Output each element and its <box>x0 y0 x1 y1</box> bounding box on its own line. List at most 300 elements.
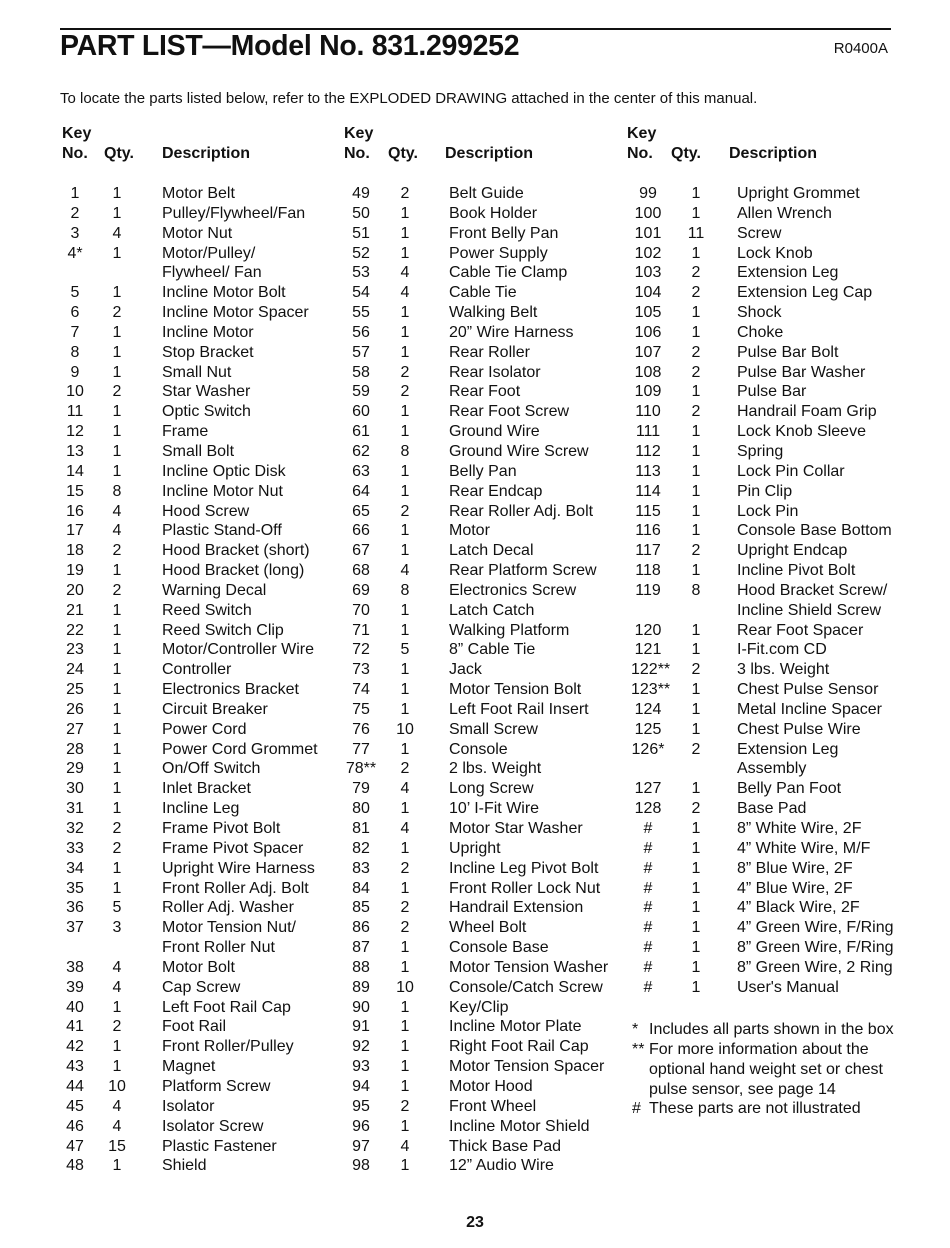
parts-rows <box>627 184 927 998</box>
footnote <box>632 1020 922 1040</box>
part-qty: 1 <box>112 204 122 222</box>
part-qty: 1 <box>112 720 122 738</box>
part-key: 43 <box>66 1058 84 1076</box>
part-row <box>342 422 642 442</box>
part-description: Cable Tie <box>449 284 517 302</box>
footnote <box>632 1099 922 1119</box>
document-code: R0400A <box>833 40 888 57</box>
part-description: User's Manual <box>737 978 839 996</box>
part-qty: 1 <box>400 1157 410 1175</box>
part-description: Reed Switch Clip <box>162 621 284 639</box>
part-description: Front Roller Adj. Bolt <box>162 879 309 897</box>
part-row <box>627 382 927 402</box>
part-row <box>342 660 642 680</box>
part-description: Long Screw <box>449 780 534 798</box>
part-description: Motor <box>449 522 490 540</box>
part-description: Rear Foot Screw <box>449 403 570 421</box>
part-key: 96 <box>352 1117 370 1135</box>
part-description: Belly Pan Foot <box>737 780 842 798</box>
part-key: 58 <box>352 363 370 381</box>
part-key: 48 <box>66 1157 84 1175</box>
part-qty: 1 <box>400 800 410 818</box>
part-key: 125 <box>634 720 662 738</box>
part-key: 16 <box>66 502 84 520</box>
part-row <box>627 621 927 641</box>
part-qty: 1 <box>112 859 122 877</box>
part-description: Motor Belt <box>162 185 235 202</box>
part-description: Allen Wrench <box>737 204 832 222</box>
part-key: 27 <box>66 720 84 738</box>
part-description: 20” Wire Harness <box>449 323 574 341</box>
part-key: 87 <box>352 939 370 957</box>
part-key: 54 <box>352 284 370 302</box>
part-description: Rear Platform Screw <box>449 562 597 580</box>
part-description: Incline Leg Pivot Bolt <box>449 859 599 877</box>
part-qty: 2 <box>691 740 701 758</box>
part-qty: 1 <box>691 939 701 957</box>
part-key: 99 <box>639 185 657 202</box>
part-key: 89 <box>352 978 370 996</box>
part-key: 97 <box>352 1137 370 1155</box>
part-key: 67 <box>352 542 370 560</box>
part-key: 81 <box>352 820 370 837</box>
part-qty: 2 <box>691 542 701 560</box>
part-key: 79 <box>352 780 370 798</box>
part-description: Pin Clip <box>737 482 793 500</box>
part-description: Jack <box>449 661 482 679</box>
part-key: 69 <box>352 581 370 599</box>
part-row <box>627 958 927 978</box>
part-description: Extension Leg <box>737 264 839 282</box>
part-description: Incline Motor Bolt <box>162 284 286 302</box>
footnote-symbol: # <box>632 1100 641 1118</box>
part-description: Lock Knob Sleeve <box>737 423 866 441</box>
part-row <box>58 958 358 978</box>
part-row <box>58 224 358 244</box>
part-description: Wheel Bolt <box>449 919 527 937</box>
part-description: Thick Base Pad <box>449 1137 562 1155</box>
part-row <box>627 224 927 244</box>
part-key: 33 <box>66 839 84 857</box>
part-qty: 1 <box>400 939 410 957</box>
part-description: 4” White Wire, M/F <box>737 839 871 857</box>
header-description: Description <box>729 145 818 162</box>
part-row <box>342 859 642 879</box>
part-row <box>58 720 358 740</box>
footnote-text: Includes all parts shown in the box <box>649 1021 894 1038</box>
part-row <box>58 740 358 760</box>
part-qty: 2 <box>691 343 701 361</box>
part-key: 5 <box>70 284 80 302</box>
part-description: Lock Pin <box>737 502 799 520</box>
part-key: # <box>643 899 653 917</box>
part-description: Hood Bracket (short) <box>162 542 310 560</box>
part-description: Star Washer <box>162 383 251 401</box>
part-description: Rear Isolator <box>449 363 541 381</box>
part-row <box>58 779 358 799</box>
part-row <box>58 502 358 522</box>
part-key: 53 <box>352 264 370 282</box>
part-qty: 1 <box>691 204 701 222</box>
part-key: 34 <box>66 859 84 877</box>
part-description: Cap Screw <box>162 978 241 996</box>
footnote-text: For more information about the optional hand weight set or chest pulse sensor, see page 14 <box>649 1040 883 1098</box>
part-key: 36 <box>66 899 84 917</box>
part-row <box>342 343 642 363</box>
part-key: 66 <box>352 522 370 540</box>
part-key: 114 <box>635 482 661 500</box>
part-qty: 4 <box>112 958 122 976</box>
header-key: Key <box>344 125 374 142</box>
part-key: 119 <box>635 581 661 599</box>
part-key: 83 <box>352 859 370 877</box>
part-qty: 1 <box>400 681 410 699</box>
part-key: 98 <box>352 1157 370 1175</box>
part-key: 46 <box>66 1117 84 1135</box>
part-row <box>342 244 642 264</box>
part-description: Console Base <box>449 939 549 957</box>
part-row <box>58 1057 358 1077</box>
part-description: Optic Switch <box>162 403 251 421</box>
part-row <box>342 700 642 720</box>
part-key: 31 <box>66 800 84 818</box>
part-qty: 1 <box>691 562 701 580</box>
part-description: Left Foot Rail Cap <box>162 998 291 1016</box>
part-qty: 1 <box>112 423 122 441</box>
part-qty: 1 <box>400 879 410 897</box>
part-qty: 1 <box>400 998 410 1016</box>
part-qty: 1 <box>112 244 122 262</box>
part-description: Hood Screw <box>162 502 250 520</box>
part-key: 127 <box>634 780 662 798</box>
part-qty: 2 <box>112 383 122 401</box>
part-qty: 1 <box>400 1038 410 1056</box>
part-description: Magnet <box>162 1058 216 1076</box>
part-row <box>58 859 358 879</box>
part-row <box>58 660 358 680</box>
part-qty: 1 <box>400 1018 410 1036</box>
part-description: Circuit Breaker <box>162 700 268 718</box>
part-qty: 15 <box>108 1137 126 1155</box>
part-description: Latch Catch <box>449 601 535 619</box>
part-key: 1 <box>70 185 80 202</box>
part-qty: 4 <box>112 1097 122 1115</box>
part-qty: 4 <box>112 978 122 996</box>
part-key: 86 <box>352 919 370 937</box>
part-description: Lock Knob <box>737 244 813 262</box>
column-header <box>342 124 642 184</box>
part-qty: 8 <box>400 581 410 599</box>
part-qty: 1 <box>112 562 122 580</box>
part-row <box>342 621 642 641</box>
part-key: 104 <box>634 284 662 302</box>
part-description: Motor/Controller Wire <box>162 641 315 659</box>
part-description: Motor Nut <box>162 224 233 242</box>
part-description: Incline Motor Plate <box>449 1018 582 1036</box>
part-key: # <box>643 958 653 976</box>
part-key: # <box>643 839 653 857</box>
part-qty: 1 <box>112 760 122 778</box>
part-key: 19 <box>66 562 84 580</box>
part-description: Flywheel/ Fan <box>162 264 262 282</box>
part-row <box>627 779 927 799</box>
part-description: Cable Tie Clamp <box>449 264 568 282</box>
part-description: Motor Tension Nut/ <box>162 919 296 937</box>
part-key: 77 <box>352 740 370 758</box>
part-description: Electronics Screw <box>449 581 577 599</box>
part-qty: 4 <box>400 284 410 302</box>
part-row <box>342 978 642 998</box>
part-description: Motor Tension Washer <box>449 958 609 976</box>
part-key: 109 <box>634 383 662 401</box>
part-row <box>58 640 358 660</box>
part-qty: 1 <box>112 1058 122 1076</box>
part-description: Hood Bracket (long) <box>162 562 305 580</box>
part-description: Platform Screw <box>162 1077 271 1095</box>
part-qty: 2 <box>691 800 701 818</box>
part-description: Belly Pan <box>449 462 517 480</box>
part-row <box>627 541 927 561</box>
part-description: Incline Optic Disk <box>162 462 286 480</box>
part-qty: 1 <box>112 740 122 758</box>
part-qty: 1 <box>691 304 701 322</box>
part-qty: 1 <box>112 403 122 421</box>
part-row <box>627 363 927 383</box>
part-description: Inlet Bracket <box>162 780 251 798</box>
part-row <box>342 521 642 541</box>
part-row <box>627 581 927 601</box>
part-qty: 1 <box>112 641 122 659</box>
part-row <box>58 621 358 641</box>
part-key: 12 <box>66 423 84 441</box>
part-description: Plastic Fastener <box>162 1137 277 1155</box>
page-title: PART LIST—Model No. 831.299252 <box>60 30 520 62</box>
part-row <box>342 1077 642 1097</box>
part-key: 40 <box>66 998 84 1016</box>
part-row <box>58 323 358 343</box>
part-description: Roller Adj. Washer <box>162 899 294 917</box>
part-row <box>342 283 642 303</box>
part-qty: 3 <box>112 919 122 937</box>
part-row <box>58 303 358 323</box>
part-key: 122** <box>631 661 671 679</box>
part-qty: 1 <box>691 839 701 857</box>
part-description: Front Roller/Pulley <box>162 1038 294 1056</box>
footnotes <box>632 1020 922 1119</box>
part-key: 70 <box>352 601 370 619</box>
part-key: 80 <box>352 800 370 818</box>
page-number: 23 <box>466 1214 484 1231</box>
part-row <box>342 958 642 978</box>
part-key: 56 <box>352 323 370 341</box>
part-qty: 4 <box>400 562 410 580</box>
parts-rows <box>342 184 642 1176</box>
part-description: Latch Decal <box>449 542 534 560</box>
header-qty: Qty. <box>671 145 701 162</box>
part-description: 4” Green Wire, F/Ring <box>737 919 894 937</box>
part-row <box>342 839 642 859</box>
part-key: 75 <box>352 700 370 718</box>
part-key: 108 <box>634 363 662 381</box>
part-description: Console/Catch Screw <box>449 978 603 996</box>
part-qty: 1 <box>112 284 122 302</box>
part-key: 101 <box>634 224 662 242</box>
part-row <box>627 402 927 422</box>
part-description: Frame Pivot Bolt <box>162 820 281 837</box>
part-key: 116 <box>635 522 661 540</box>
part-qty: 10 <box>396 978 414 996</box>
part-qty: 1 <box>112 621 122 639</box>
part-qty: 1 <box>400 224 410 242</box>
part-row <box>342 502 642 522</box>
parts-rows <box>58 184 358 1176</box>
part-key: 6 <box>70 304 80 322</box>
part-description: Incline Motor Nut <box>162 482 283 500</box>
part-description: Pulse Bar <box>737 383 807 401</box>
header-description: Description <box>445 145 534 162</box>
part-description: Stop Bracket <box>162 343 254 361</box>
part-key: 51 <box>352 224 370 242</box>
part-description: Lock Pin Collar <box>737 462 845 480</box>
part-key: 84 <box>352 879 370 897</box>
part-qty: 1 <box>400 244 410 262</box>
header-description: Description <box>162 145 251 162</box>
footnote-symbol: * <box>632 1021 639 1038</box>
part-qty: 1 <box>400 740 410 758</box>
part-description: Frame Pivot Spacer <box>162 839 304 857</box>
part-qty: 1 <box>112 323 122 341</box>
part-row <box>342 640 642 660</box>
part-description: Small Bolt <box>162 442 235 460</box>
part-key: 88 <box>352 958 370 976</box>
part-qty: 1 <box>400 462 410 480</box>
part-qty: 1 <box>112 879 122 897</box>
part-key: 11 <box>66 403 84 421</box>
part-row <box>58 1077 358 1097</box>
part-row <box>342 1117 642 1137</box>
part-key: 14 <box>66 462 84 480</box>
part-row <box>342 581 642 601</box>
part-description: Right Foot Rail Cap <box>449 1038 589 1056</box>
part-key: 63 <box>352 462 370 480</box>
part-row <box>627 482 927 502</box>
part-key: 91 <box>352 1018 370 1036</box>
part-key: 44 <box>66 1077 84 1095</box>
part-qty: 1 <box>400 304 410 322</box>
column-header <box>627 124 927 184</box>
part-qty: 4 <box>400 264 410 282</box>
part-description: Console Base Bottom <box>737 522 892 540</box>
part-key: 39 <box>66 978 84 996</box>
part-row <box>627 680 927 700</box>
part-qty: 8 <box>691 581 701 599</box>
part-key: 18 <box>66 542 84 560</box>
part-description: Walking Platform <box>449 621 570 639</box>
part-row <box>58 998 358 1018</box>
part-row <box>342 799 642 819</box>
part-description: Rear Roller Adj. Bolt <box>449 502 594 520</box>
part-qty: 1 <box>112 363 122 381</box>
part-key: 25 <box>66 681 84 699</box>
part-description: Front Belly Pan <box>449 224 559 242</box>
part-description: Console <box>449 740 508 758</box>
part-qty: 2 <box>112 839 122 857</box>
part-row <box>342 1156 642 1176</box>
footnote-symbol: ** <box>632 1040 645 1058</box>
part-description: Small Nut <box>162 363 232 381</box>
header-key: Key <box>62 125 92 142</box>
part-row <box>58 799 358 819</box>
part-key: 107 <box>634 343 662 361</box>
part-qty: 2 <box>400 185 410 202</box>
part-row <box>342 363 642 383</box>
part-description: Motor Tension Spacer <box>449 1058 605 1076</box>
part-description: Frame <box>162 423 209 441</box>
part-description: Upright Wire Harness <box>162 859 315 877</box>
part-qty: 1 <box>691 502 701 520</box>
part-row <box>627 918 927 938</box>
part-row <box>627 700 927 720</box>
part-row <box>342 204 642 224</box>
part-key: 73 <box>352 661 370 679</box>
part-key: 13 <box>66 442 84 460</box>
part-key: 103 <box>634 264 662 282</box>
part-description: Base Pad <box>737 800 807 818</box>
part-qty: 1 <box>400 700 410 718</box>
part-row <box>58 839 358 859</box>
part-row <box>627 898 927 918</box>
part-key: 59 <box>352 383 370 401</box>
part-description: Extension Leg Cap <box>737 284 873 302</box>
part-row <box>342 263 642 283</box>
header-qty: Qty. <box>104 145 134 162</box>
part-row <box>342 879 642 899</box>
header-no: No. <box>344 145 370 162</box>
part-qty: 4 <box>112 224 122 242</box>
part-row <box>58 759 358 779</box>
part-description: 8” Green Wire, 2 Ring <box>737 958 893 976</box>
part-qty: 1 <box>691 780 701 798</box>
part-description: Front Wheel <box>449 1097 537 1115</box>
part-qty: 1 <box>691 859 701 877</box>
part-key: 110 <box>635 403 661 421</box>
part-key: 23 <box>66 641 84 659</box>
part-row <box>58 521 358 541</box>
part-qty: 2 <box>691 403 701 421</box>
part-key: 82 <box>352 839 370 857</box>
part-row <box>342 1017 642 1037</box>
part-key: 102 <box>634 244 662 262</box>
part-qty: 1 <box>112 661 122 679</box>
part-key: 90 <box>352 998 370 1016</box>
part-key: 128 <box>634 800 662 818</box>
intro-text: To locate the parts listed below, refer to the EXPLODED DRAWING attached in the center of this manual. <box>60 90 758 107</box>
part-row <box>627 978 927 998</box>
part-row <box>627 283 927 303</box>
part-qty: 1 <box>691 185 701 202</box>
part-key: 30 <box>66 780 84 798</box>
part-qty: 2 <box>112 820 122 837</box>
part-key: 4* <box>67 244 83 262</box>
part-qty: 1 <box>112 1038 122 1056</box>
part-qty: 1 <box>112 462 122 480</box>
part-key: 47 <box>66 1137 84 1155</box>
part-qty: 1 <box>400 601 410 619</box>
part-qty: 1 <box>691 442 701 460</box>
part-description: Power Supply <box>449 244 548 262</box>
part-qty: 2 <box>691 661 701 679</box>
part-row <box>58 1017 358 1037</box>
